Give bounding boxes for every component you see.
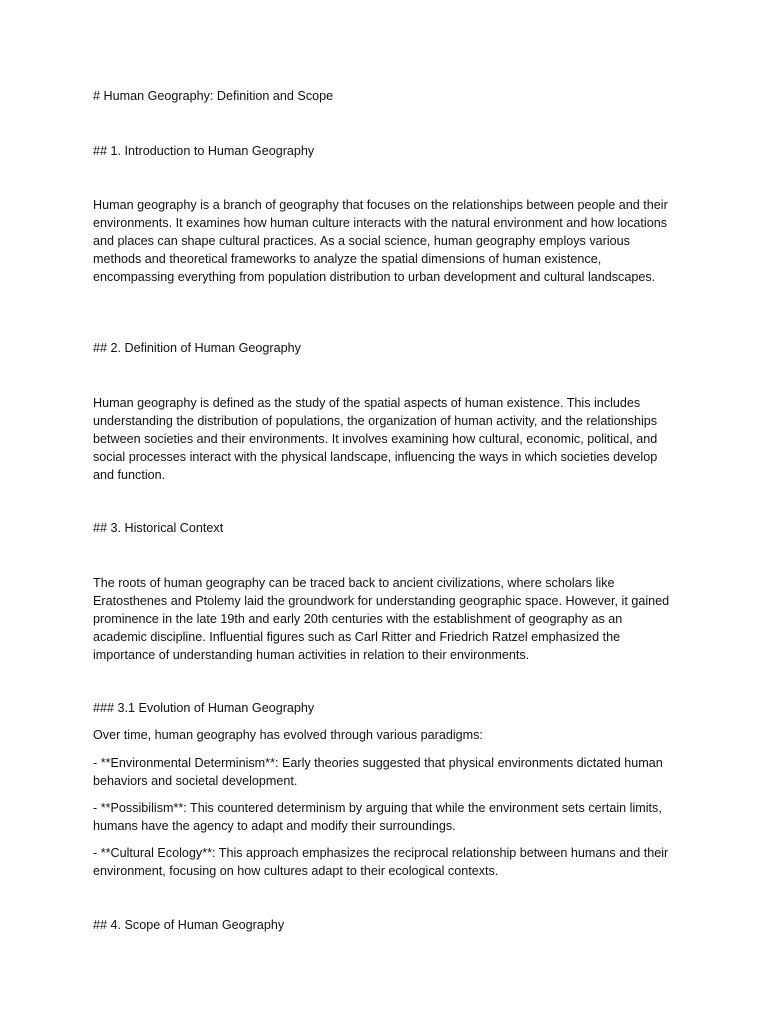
section-1-body: Human geography is a branch of geography that focuses on the relationships between people and their environments. It examines how human culture interacts with the natural environment and how locations and places can shape cultural practices. As a social science, human geography employs various methods and theoretical frameworks to analyze the spatial dimensions of human existence, encompassing everything from population distribution to urban development and cultural landscapes. [93,198,668,284]
list-item-possibilism: - **Possibilism**: This countered determinism by arguing that while the environment sets certain limits, humans have the agency to adapt and modify their surroundings. [93,801,662,833]
list-item-environmental-determinism: - **Environmental Determinism**: Early theories suggested that physical environments dictated human behaviors and societal development. [93,756,663,788]
subsection-3-1-intro: Over time, human geography has evolved through various paradigms: [93,728,483,742]
section-1-heading: ## 1. Introduction to Human Geography [93,144,315,158]
section-2-body: Human geography is defined as the study of the spatial aspects of human existence. This includes understanding the distribution of populations, the organization of human activity, and the relationships between societies and their environments. It involves examining how cultural, economic, political, and social processes interact with the physical landscape, influencing the ways in which societies develop and function. [93,396,658,482]
list-item-cultural-ecology: - **Cultural Ecology**: This approach emphasizes the reciprocal relationship between humans and their environment, focusing on how cultures adapt to their ecological contexts. [93,846,669,878]
subsection-3-1-heading: ### 3.1 Evolution of Human Geography [93,701,315,715]
section-3-body: The roots of human geography can be traced back to ancient civilizations, where scholars like Eratosthenes and Ptolemy laid the groundwork for understanding geographic space. However, it gained prominence in the late 19th and early 20th centuries with the establishment of geography as an academic discipline. Influential figures such as Carl Ritter and Friedrich Ratzel emphasized the importance of understanding human activities in relation to their environments. [93,576,670,662]
section-3-heading: ## 3. Historical Context [93,521,224,535]
section-2-heading: ## 2. Definition of Human Geography [93,341,301,355]
document-title: # Human Geography: Definition and Scope [93,89,334,103]
section-4-heading: ## 4. Scope of Human Geography [93,918,285,932]
